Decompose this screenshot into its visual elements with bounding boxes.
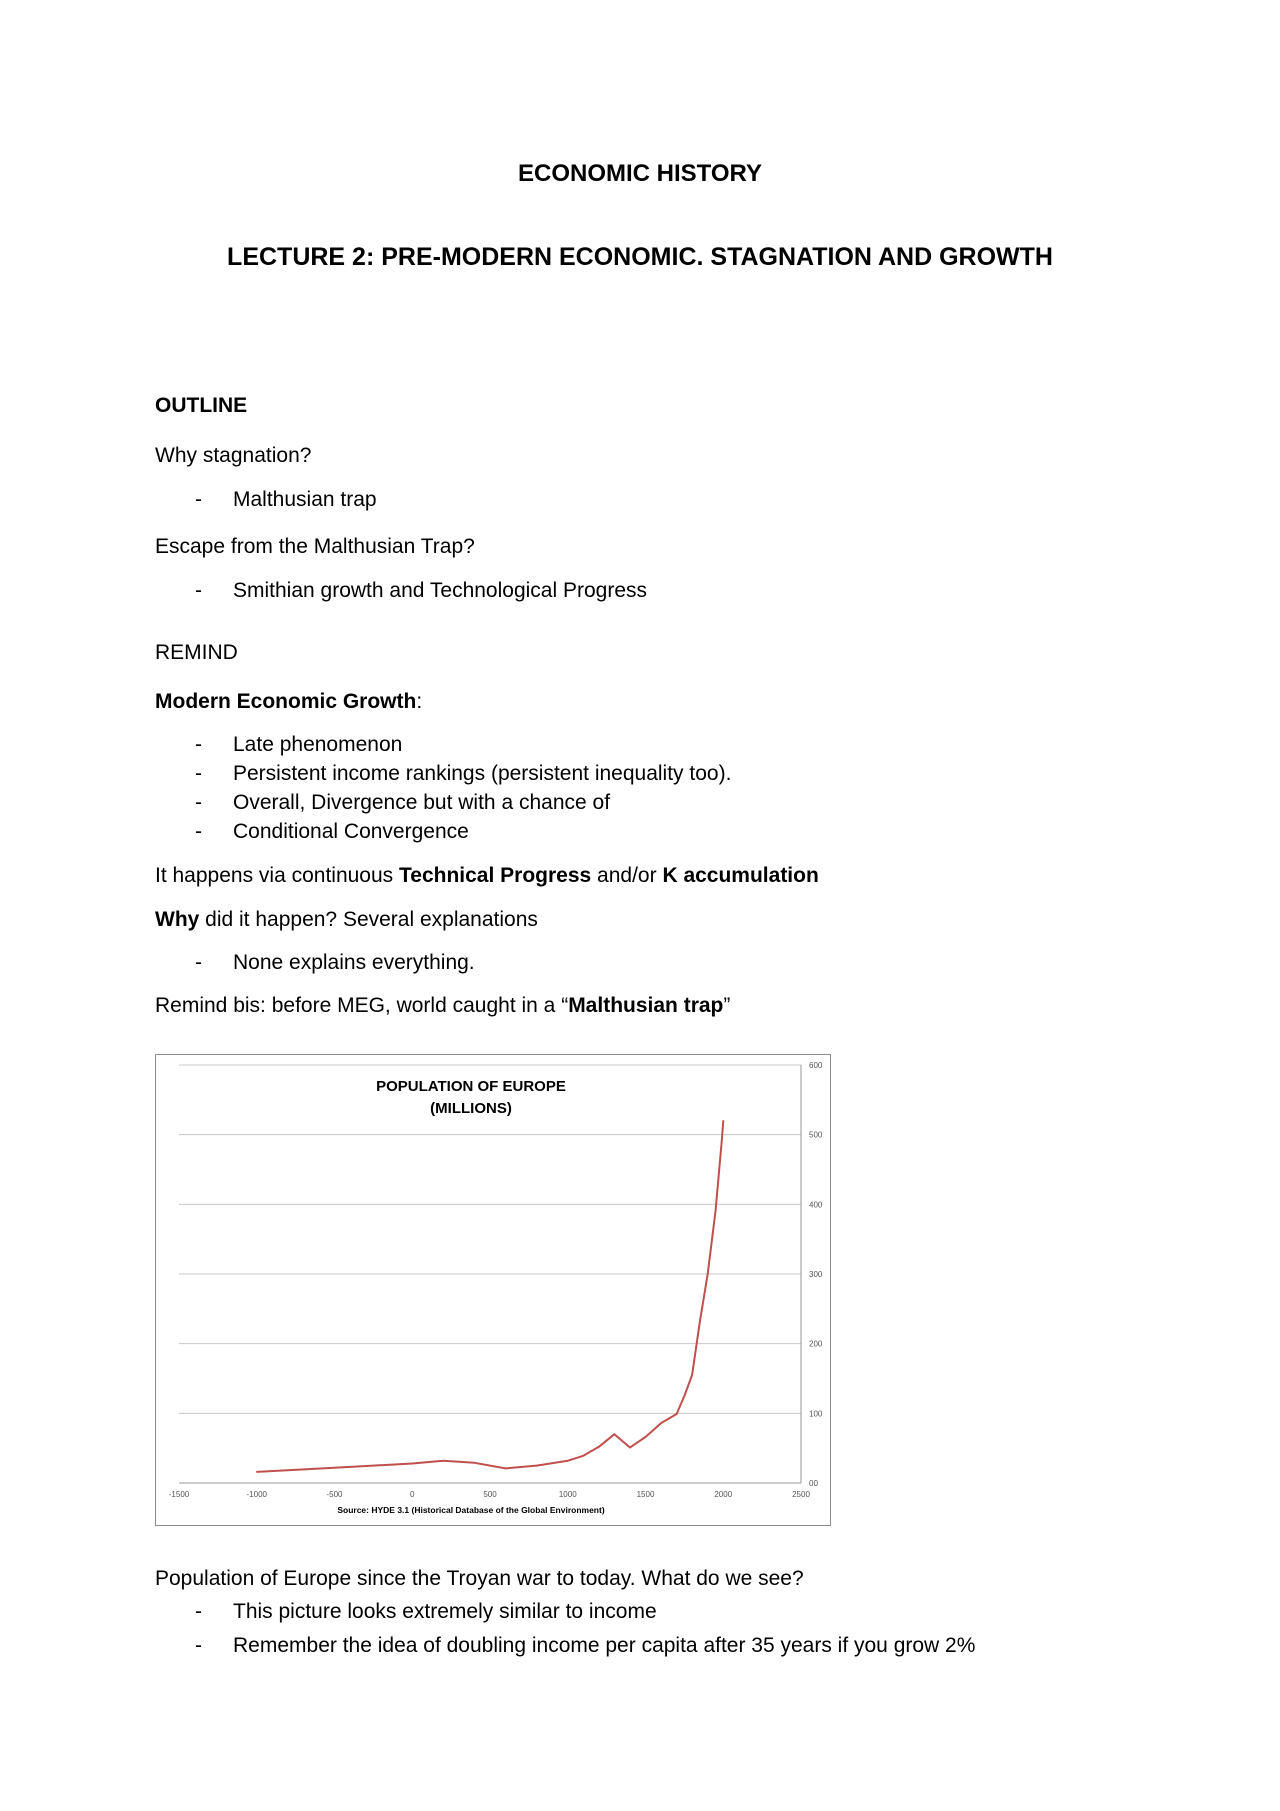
data-point (474, 1462, 476, 1464)
bullet-smithian-growth: - Smithian growth and Technological Progress (195, 579, 648, 602)
x-tick-label: 1500 (636, 1490, 655, 1499)
x-tick-label: 1000 (558, 1490, 577, 1499)
x-tick-label: 0 (410, 1490, 415, 1499)
x-tick-label: -1500 (168, 1490, 190, 1499)
meg-bullet-1: - Late phenomenon (195, 733, 403, 756)
data-point (660, 1422, 662, 1424)
bullet-malthusian-trap: - Malthusian trap (195, 488, 377, 511)
data-point (598, 1446, 600, 1448)
y-tick-label: 600 (809, 1061, 823, 1070)
question-escape: Escape from the Malthusian Trap? (155, 535, 475, 558)
meg-bullet-3: - Overall, Divergence but with a chance of (195, 791, 611, 814)
data-point (718, 1176, 720, 1178)
after-bullet-1: - This picture looks extremely similar to income (195, 1600, 657, 1623)
x-tick-label: 500 (483, 1490, 497, 1499)
population-chart-svg (156, 1055, 832, 1527)
data-point (629, 1447, 631, 1449)
data-point (684, 1395, 686, 1397)
data-point (645, 1436, 647, 1438)
after-chart-line: Population of Europe since the Troyan war to today. What do we see? (155, 1567, 804, 1590)
series-line-population (257, 1121, 724, 1472)
data-point (411, 1463, 413, 1465)
y-tick-label: 100 (809, 1409, 823, 1419)
y-tick-label: 300 (809, 1270, 823, 1279)
data-point (443, 1460, 445, 1462)
question-why-stagnation: Why stagnation? (155, 444, 312, 467)
bullet-none-explains: - None explains everything. (195, 951, 475, 974)
meg-bullet-4: - Conditional Convergence (195, 820, 469, 843)
data-point (699, 1321, 701, 1323)
y-tick-label: 00 (809, 1479, 818, 1488)
data-point (676, 1413, 678, 1415)
data-point (721, 1141, 723, 1143)
x-tick-label: 2000 (714, 1490, 733, 1499)
data-point (715, 1211, 717, 1213)
x-tick-label: -1000 (246, 1490, 267, 1499)
data-point (707, 1273, 709, 1275)
remind-bis-line: Remind bis: before MEG, world caught in a “Malthusian trap” (155, 994, 731, 1017)
data-point (256, 1471, 258, 1473)
remind-label: REMIND (155, 641, 238, 664)
data-point (614, 1433, 616, 1435)
happens-line: It happens via continuous Technical Progress and/or K accumulation (155, 864, 819, 887)
meg-bullet-2: - Persistent income rankings (persistent inequality too). (195, 762, 732, 785)
data-point (567, 1460, 569, 1462)
y-tick-label: 500 (809, 1130, 823, 1140)
data-point (583, 1455, 585, 1457)
data-point (536, 1465, 538, 1467)
population-chart (155, 1054, 831, 1526)
after-bullet-2: - Remember the idea of doubling income per capita after 35 years if you grow 2% (195, 1634, 976, 1657)
outline-heading: OUTLINE (155, 394, 248, 417)
lecture-subtitle: LECTURE 2: PRE-MODERN ECONOMIC. STAGNATION AND GROWTH (227, 243, 1053, 271)
data-point (505, 1468, 507, 1470)
x-tick-label: 2500 (792, 1490, 810, 1499)
meg-heading: Modern Economic Growth: (155, 690, 423, 713)
data-point (691, 1374, 693, 1376)
chart-title-line-2: (MILLIONS) (430, 1100, 512, 1117)
x-tick-label: -500 (326, 1490, 343, 1499)
chart-source: Source: HYDE 3.1 (Historical Database of the Global Environment) (337, 1505, 605, 1515)
y-tick-label: 400 (809, 1200, 823, 1210)
y-tick-label: 200 (809, 1339, 823, 1349)
data-point (722, 1120, 724, 1122)
chart-title-line-1: POPULATION OF EUROPE (376, 1078, 566, 1095)
data-point (334, 1467, 336, 1469)
why-line: Why did it happen? Several explanations (155, 908, 538, 931)
document-title: ECONOMIC HISTORY (517, 160, 763, 187)
